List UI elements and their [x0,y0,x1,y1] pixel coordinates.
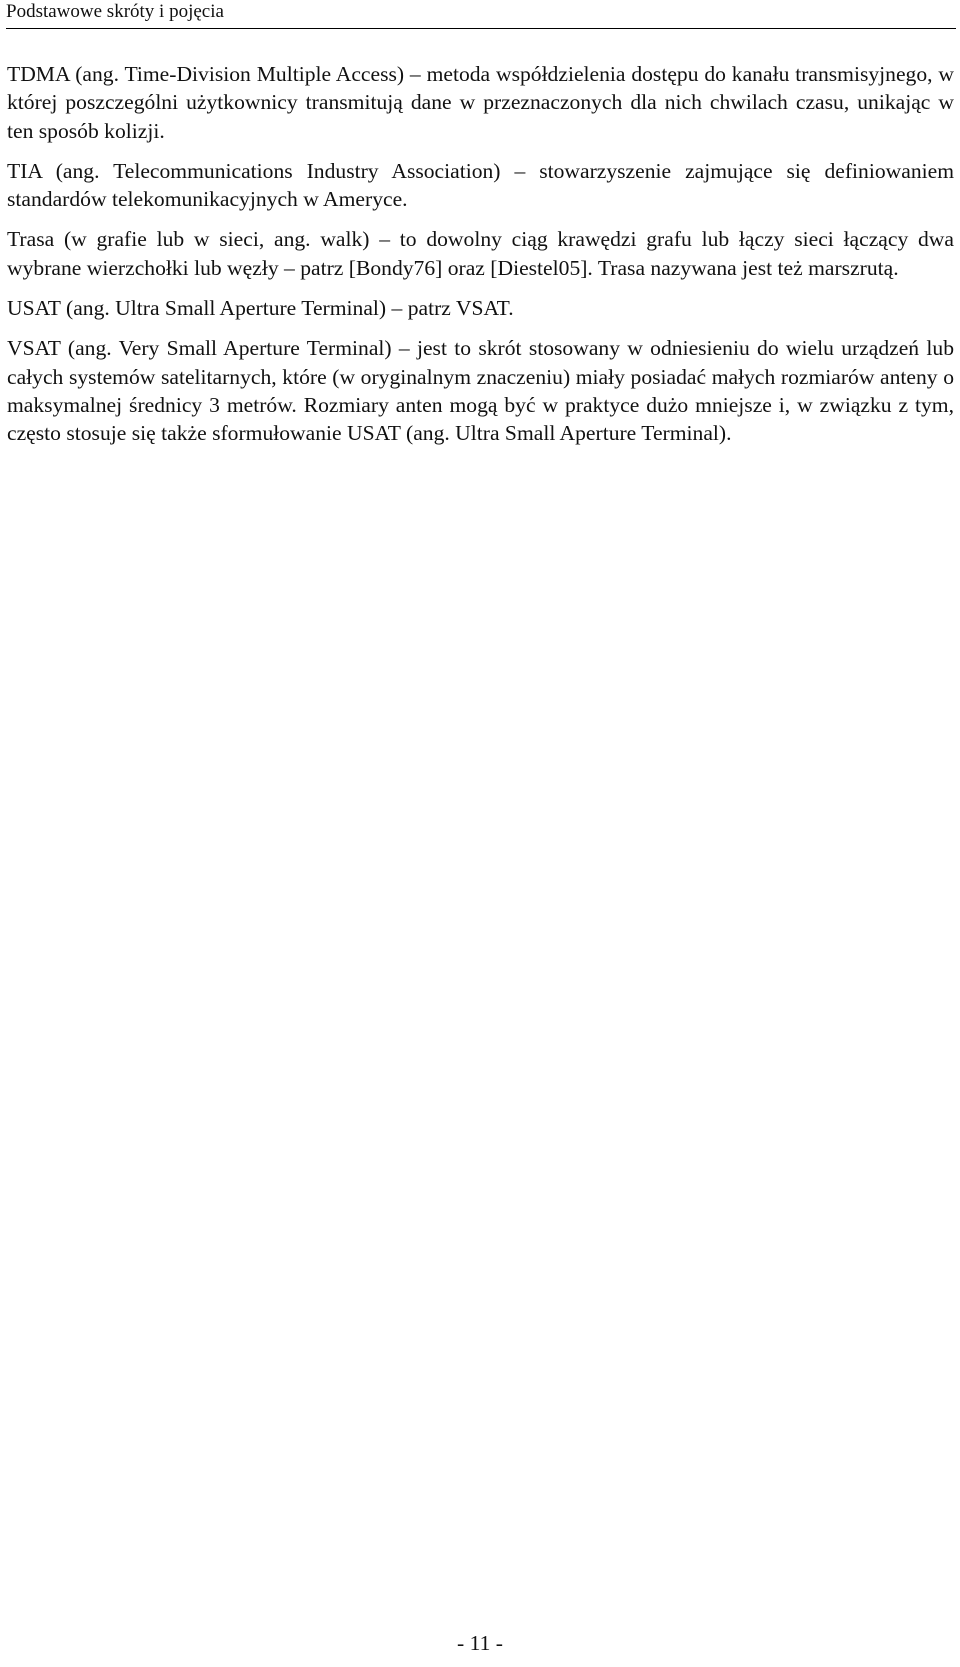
glossary-entry-tia: TIA (ang. Telecommunications Industry Association) – stowarzyszenie zajmujące się definiowaniem standardów telekomunikacyjnych w Ameryce. [7,158,954,212]
glossary-content [7,60,954,460]
page-header [6,0,956,29]
header-title: Podstawowe skróty i pojęcia [6,1,224,22]
glossary-entry-vsat: VSAT (ang. Very Small Aperture Terminal) – jest to skrót stosowany w odniesieniu do wielu urządzeń lub całych systemów satelitarnych, które (w oryginalnym znaczeniu) miały posiadać małych rozmiarów anteny o maksymalnej średnicy 3 metrów. Rozmiary anten mogą być w praktyce dużo mniejsze i, w związku z tym, często stosuje się także sformułowanie USAT (ang. Ultra Small Aperture Terminal). [7,336,954,446]
glossary-entry-trasa: Trasa (w grafie lub w sieci, ang. walk) – to dowolny ciąg krawędzi grafu lub łączy sieci łączący dwa wybrane wierzchołki lub węzły – patrz [Bondy76] oraz [Diestel05]. Trasa nazywana jest też marszrutą. [7,227,954,280]
glossary-entry-tdma: TDMA (ang. Time-Division Multiple Access) – metoda współdzielenia dostępu do kanału transmisyjnego, w której poszczególni użytkownicy transmitują dane w przeznaczonych dla nich chwilach czasu, unikając w ten sposób kolizji. [7,62,954,143]
glossary-entry-usat: USAT (ang. Ultra Small Aperture Terminal) – patrz VSAT. [7,296,514,321]
page-number: - 11 - [457,1631,503,1655]
